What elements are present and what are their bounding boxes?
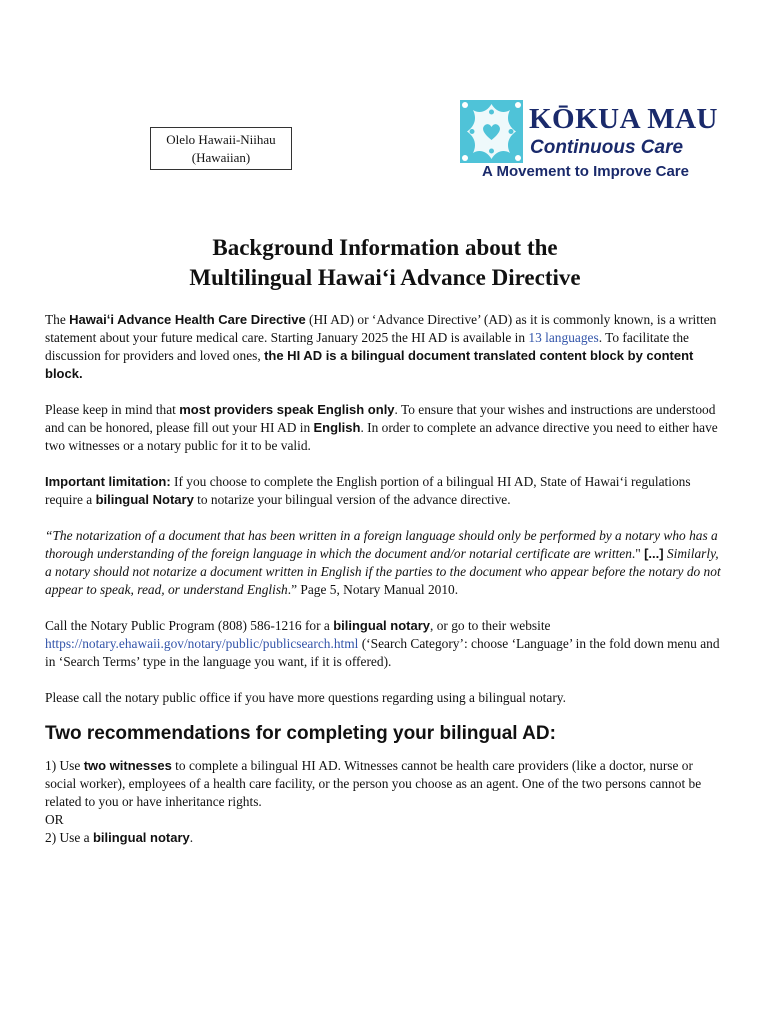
- logo-subtitle: Continuous Care: [530, 137, 684, 158]
- quote-text: Similarly, a notary should not notarize a document written in English if the parties to the document who appear before the notary do not appear to speak, read, or understand English: [45, 546, 721, 597]
- text: . To facilitate the discussion for providers and loved ones,: [45, 330, 689, 363]
- recommendation-2: [45, 829, 725, 847]
- text: , or go to their website: [430, 618, 551, 633]
- bold-text: bilingual notary: [333, 618, 431, 633]
- notary-contact-paragraph: [45, 617, 725, 671]
- recommendation-1: [45, 757, 725, 811]
- text: .: [189, 830, 194, 845]
- text: (HI AD) or ‘Advance Directive’ (AD) as it is commonly known, is a written statement about your future medical care. Starting January 2025 the HI AD is available in: [45, 312, 717, 345]
- quilt-heart-icon: [460, 100, 523, 163]
- bold-text: most providers speak English only: [179, 402, 395, 417]
- bold-text: Important limitation:: [45, 474, 171, 489]
- text: If you choose to complete the English portion of a bilingual HI AD, State of Hawaiʻi regulations require a: [45, 474, 691, 507]
- quote-paragraph: [45, 527, 725, 599]
- logo-title: KŌKUA MAU: [529, 103, 718, 135]
- text: (‘Search Category’: choose ‘Language’ in the fold down menu and in ‘Search Terms’ type in the language you want, if it is offered).: [45, 636, 720, 669]
- intro-paragraph: [45, 311, 725, 383]
- languages-link[interactable]: 13 languages: [528, 330, 599, 345]
- page-title: [0, 233, 770, 293]
- limitation-paragraph: [45, 473, 725, 509]
- document-body: [45, 311, 725, 847]
- text: Please keep in mind that: [45, 402, 180, 417]
- text: . In order to complete an advance directive you need to either have two witnesses or a notary public for it to be valid.: [45, 420, 718, 453]
- bold-text: [...]: [644, 546, 664, 561]
- text: 1) Use: [45, 758, 84, 773]
- text: to complete a bilingual HI AD. Witnesses cannot be health care providers (like a doctor, nurse or social worker), employees of a health care facility, or the person you choose as an agent. One of the two persons cannot be related to you or have inheritance rights.: [45, 758, 702, 809]
- text: .": [631, 546, 645, 561]
- text: to notarize your bilingual version of the advance directive.: [193, 492, 511, 507]
- title-line-2: Multilingual Hawaiʻi Advance Directive: [189, 265, 581, 290]
- language-english-name: (Hawaiian): [191, 150, 251, 165]
- text: The: [45, 312, 70, 327]
- language-label-box: [150, 127, 292, 170]
- english-paragraph: [45, 401, 725, 455]
- bold-text: two witnesses: [83, 758, 172, 773]
- questions-paragraph: Please call the notary public office if you have more questions regarding using a bilingual notary.: [45, 690, 566, 705]
- recommendations-heading: Two recommendations for completing your bilingual AD:: [45, 723, 556, 744]
- text: . To ensure that your wishes and instructions are understood and can be honored, please fill out your HI AD in: [45, 402, 716, 435]
- text: Call the Notary Public Program (808) 586-1216 for a: [45, 618, 334, 633]
- language-name: Olelo Hawaii-Niihau: [166, 132, 276, 147]
- logo-tagline: A Movement to Improve Care: [482, 163, 689, 180]
- or-separator: OR: [45, 812, 64, 827]
- text: .” Page 5, Notary Manual 2010.: [287, 582, 459, 597]
- bold-text: bilingual notary: [92, 830, 190, 845]
- title-line-1: Background Information about the: [212, 235, 558, 260]
- bold-text: English: [313, 420, 361, 435]
- notary-search-link[interactable]: https://notary.ehawaii.gov/notary/public/publicsearch.html: [45, 636, 359, 651]
- quote-text: “The notarization of a document that has been written in a foreign language should only be performed by a notary who has a thorough understanding of the foreign language in which the document and/or notarial certificate are written: [45, 528, 718, 561]
- kokua-mau-logo: [460, 100, 730, 185]
- bold-text: Hawaiʻi Advance Health Care Directive: [69, 312, 306, 327]
- bold-text: the HI AD is a bilingual document translated content block by content block.: [45, 348, 694, 381]
- bold-text: bilingual Notary: [95, 492, 194, 507]
- text: 2) Use a: [45, 830, 93, 845]
